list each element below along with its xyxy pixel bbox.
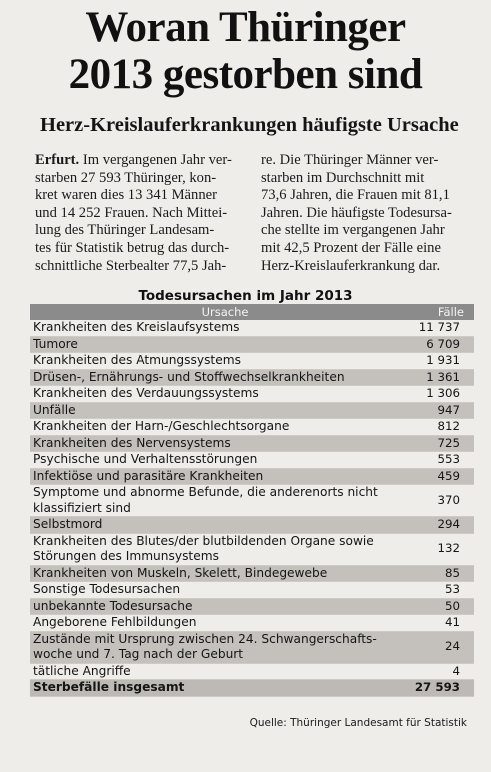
source-note: Quelle: Thüringer Landesamt für Statistik: [249, 717, 467, 729]
article-body: [35, 152, 475, 280]
cause-label: Krankheiten des Kreislaufsystems: [33, 320, 240, 334]
subheadline: Herz-Kreislauferkrankungen häufigste Ursache: [40, 114, 459, 136]
cases-value: 24: [444, 639, 460, 654]
article-line: starben 27 593 Thüringer, kon-: [35, 169, 217, 186]
cause-label: Angeborene Fehlbildungen: [33, 615, 197, 629]
cause-label: tätliche Angriffe: [33, 663, 131, 678]
cases-value: 1 931: [426, 353, 460, 367]
headline: [0, 4, 491, 98]
cases-value: 1 361: [426, 369, 460, 384]
table-row: [30, 664, 474, 681]
cases-value: 132: [437, 541, 460, 556]
table-body: [30, 320, 474, 697]
cause-label: Symptome und abnorme Befunde, die anderenorts nicht klassifiziert sind: [33, 485, 378, 515]
article-line: tes für Statistik betrug das durch-: [35, 239, 230, 256]
cases-value: 41: [444, 615, 460, 629]
cases-value: 947: [437, 402, 460, 417]
article-line: 73,6 Jahren, die Frauen mit 81,1: [261, 187, 450, 204]
table-title: Todesursachen im Jahr 2013: [138, 288, 353, 304]
article-line-text: Im vergangenen Jahr ver-: [82, 152, 232, 168]
cases-value: 85: [444, 565, 460, 580]
cause-label: Zustände mit Ursprung zwischen 24. Schwangerschafts-woche und 7. Tag nach der Geburt: [33, 631, 377, 661]
table-row: [30, 337, 474, 354]
cases-value: 53: [444, 582, 460, 596]
cause-label: Krankheiten des Verdauungssystems: [33, 386, 259, 400]
cause-label: Infektiöse und parasitäre Krankheiten: [33, 468, 264, 483]
cases-value: 27 593: [414, 680, 460, 694]
headline-line-1: Woran Thüringer: [85, 4, 406, 51]
table-row: [30, 517, 474, 534]
cases-value: 725: [437, 435, 460, 450]
article-line: starben im Durchschnitt mit: [261, 169, 425, 186]
table-row: [30, 320, 474, 337]
cause-label: Sonstige Todesursachen: [33, 582, 181, 596]
article-line: Jahren. Die häufigste Todesursa-: [261, 204, 452, 221]
article-line: [35, 152, 245, 170]
column-header-cause: Ursache: [201, 305, 249, 319]
cases-value: 370: [437, 492, 460, 507]
cases-value: 4: [452, 663, 460, 678]
table-row: [30, 452, 474, 469]
cases-value: 6 709: [426, 336, 460, 351]
headline-line-2: 2013 gestorben sind: [68, 51, 423, 98]
cause-label: Krankheiten des Atmungssystems: [33, 353, 241, 367]
cause-label: Krankheiten der Harn-/Geschlechtsorgane: [33, 419, 290, 433]
article-line: che stellte im vergangenen Jahr: [261, 222, 445, 239]
article-line: schnittliche Sterbealter 77,5 Jah-: [35, 257, 227, 274]
article-line: kret waren dies 13 341 Männer: [35, 187, 217, 204]
article-line: mit 42,5 Prozent der Fälle eine: [261, 239, 441, 256]
table-row: [30, 353, 474, 370]
article-column-right: [261, 152, 475, 275]
cases-value: 459: [437, 468, 460, 483]
cause-label: Psychische und Verhaltensstörungen: [33, 452, 258, 466]
article-line: Herz-Kreislauferkrankung dar.: [261, 257, 441, 274]
table-row: [30, 566, 474, 583]
table-row: [30, 534, 474, 566]
table-row: [30, 582, 474, 599]
table-row: [30, 485, 474, 517]
cause-label: Krankheiten des Blutes/der blutbildenden Organe sowie Störungen des Immunsystems: [33, 533, 374, 563]
table-row: [30, 370, 474, 387]
article-column-left: [35, 152, 245, 275]
cases-value: 812: [437, 419, 460, 433]
cause-label: Krankheiten des Nervensystems: [33, 435, 231, 450]
article-line: re. Die Thüringer Männer ver-: [261, 152, 439, 168]
column-header-cases: Fälle: [437, 305, 464, 319]
article-dateline: Erfurt.: [35, 152, 80, 168]
cause-label: Selbstmord: [33, 517, 103, 531]
cause-label: unbekannte Todesursache: [33, 598, 193, 613]
cause-label: Krankheiten von Muskeln, Skelett, Bindegewebe: [33, 565, 328, 580]
cases-value: 553: [437, 452, 460, 466]
causes-of-death-table: [30, 304, 474, 697]
table-row: [30, 615, 474, 632]
cases-value: 1 306: [426, 386, 460, 400]
cause-label: Sterbefälle insgesamt: [33, 680, 185, 694]
table-total-row: [30, 680, 474, 697]
table-row: [30, 599, 474, 616]
cases-value: 50: [444, 598, 460, 613]
cause-label: Tumore: [33, 336, 78, 351]
cause-label: Unfälle: [33, 402, 76, 417]
table-row: [30, 469, 474, 486]
article-line: und 14 252 Frauen. Nach Mittei-: [35, 204, 228, 221]
table-row: [30, 436, 474, 453]
table-row: [30, 386, 474, 403]
cause-label: Drüsen-, Ernährungs- und Stoffwechselkrankheiten: [33, 369, 345, 384]
article-line: lung des Thüringer Landesam-: [35, 222, 215, 239]
table-row: [30, 403, 474, 420]
cases-value: 11 737: [418, 320, 460, 334]
table-header: [30, 304, 474, 320]
table-row: [30, 632, 474, 664]
table-row: [30, 419, 474, 436]
cases-value: 294: [437, 517, 460, 531]
